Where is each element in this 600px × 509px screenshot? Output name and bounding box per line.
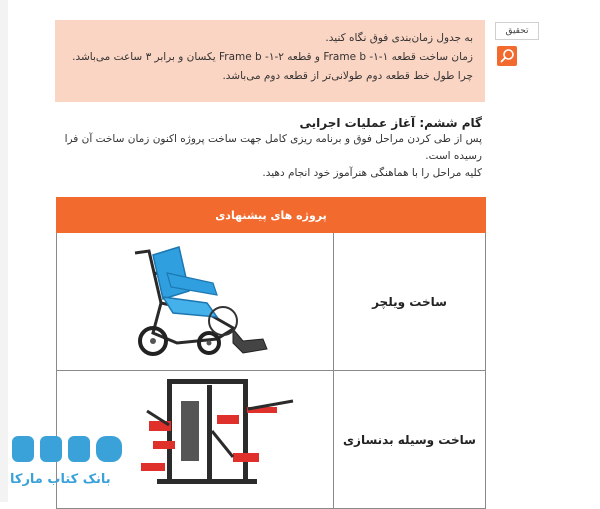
- page-edge: [0, 0, 8, 502]
- note-box: [55, 20, 485, 102]
- marka-logo-icon: [6, 430, 136, 470]
- step-body-line: پس از طی کردن مراحل فوق و برنامه ریزی کامل جهت ساخت پروژه اکنون زمان ساخت آن فرا رسیده است.: [64, 133, 482, 162]
- research-tag[interactable]: تحقیق: [495, 22, 539, 40]
- note-line: چرا طول خط قطعه دوم طولانی‌تر از قطعه دوم می‌باشد.: [222, 70, 473, 82]
- project-label: ساخت ویلچر: [334, 233, 486, 371]
- note-line: به جدول زمان‌بندی فوق نگاه کنید.: [325, 32, 473, 44]
- watermark-text: بانک کتاب مارکا: [10, 472, 111, 487]
- note-line: زمان ساخت قطعه Frame b ‎-۱-۱ و قطعه Frame b ‎-۱-۲ یکسان و برابر ۳ ساعت می‌باشد.: [72, 51, 473, 63]
- projects-table-header: پروژه های پیشنهادی: [57, 198, 486, 233]
- step-body-line: کلیه مراحل را با هماهنگی هنرآموز خود انجام دهید.: [262, 167, 482, 179]
- table-row: [57, 233, 486, 371]
- wheelchair-drawing: [57, 233, 333, 366]
- watermark-logo: [6, 430, 136, 500]
- search-icon[interactable]: [497, 46, 517, 66]
- project-label: ساخت وسیله بدنسازی: [334, 371, 486, 509]
- wheelchair-image: [57, 233, 334, 371]
- step-body: [56, 131, 482, 182]
- step-title: گام ششم: آغاز عملیات اجرایی: [299, 116, 482, 130]
